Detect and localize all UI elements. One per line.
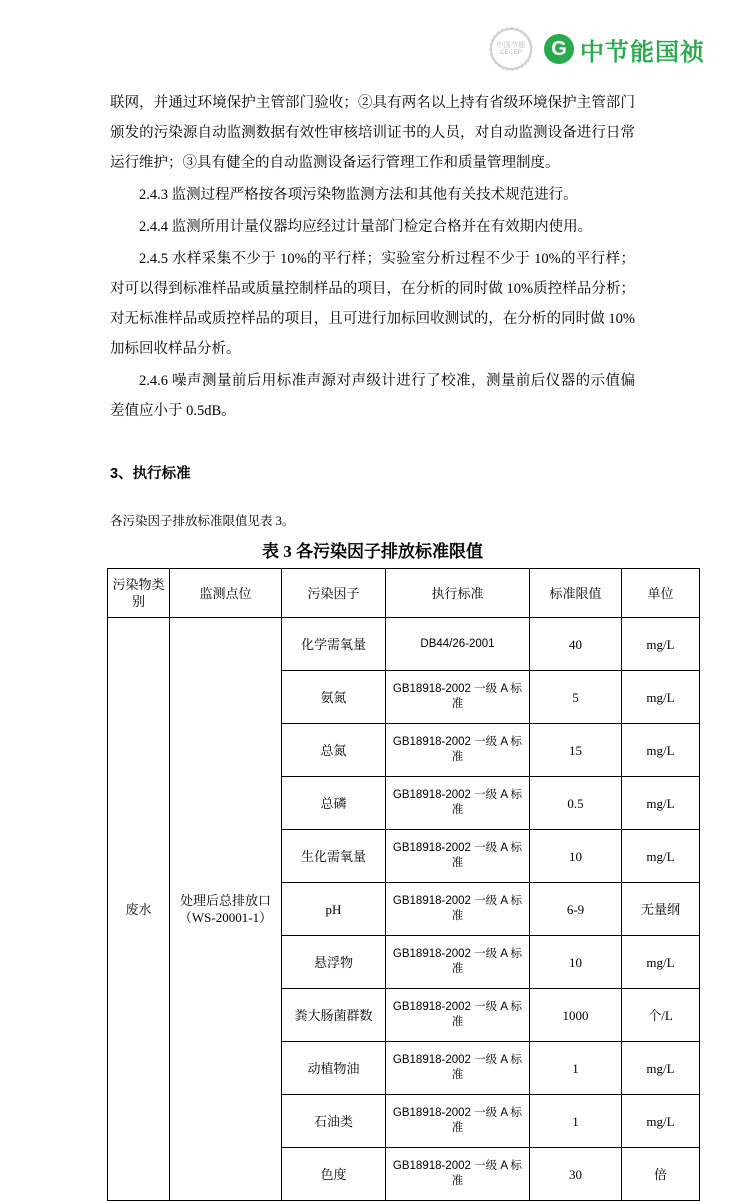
cell-unit: mg/L (622, 1042, 700, 1095)
header-category: 污染物类别 (108, 569, 170, 618)
paragraph-2-4-4: 2.4.4 监测所用计量仪器均应经过计量部门检定合格并在有效期内使用。 (139, 219, 593, 235)
cell-unit: mg/L (622, 724, 700, 777)
logo-brand-text: 中节能国祯 (580, 38, 705, 66)
header-unit: 单位 (622, 569, 700, 618)
cell-unit: mg/L (622, 936, 700, 989)
paragraph-2-4-5: 2.4.5 水样采集不少于 10%的平行样；实验室分析过程不少于 10%的平行样；对可以得到标准样品或质量控制样品的项目，在分析的同时做 10%质控样品分析；对无标准样品或质控样品的项目，且可进行加标回收测试的，在分析的同时做 10%加标回收样品分析。 (110, 251, 635, 357)
table-reference-note: 各污染因子排放标准限值见表 3。 (110, 514, 295, 528)
paragraph-2-4-6: 2.4.6 噪声测量前后用标准声源对声级计进行了校准，测量前后仪器的示值偏差值应小于 0.5dB。 (110, 373, 635, 419)
cell-limit: 10 (530, 936, 622, 989)
cell-limit: 40 (530, 618, 622, 671)
logo-letter-icon: G (544, 34, 574, 64)
document-content (110, 88, 680, 1201)
cell-unit: 个/L (622, 989, 700, 1042)
cell-factor: 悬浮物 (282, 936, 386, 989)
cell-standard: GB18918-2002 一级 A 标准 (386, 1095, 530, 1148)
cell-factor: 石油类 (282, 1095, 386, 1148)
cell-standard: GB18918-2002 一级 A 标准 (386, 1042, 530, 1095)
cell-unit: 倍 (622, 1148, 700, 1201)
company-logo (490, 28, 705, 70)
table-header-row (108, 569, 700, 618)
paragraph-continued: 联网，并通过环境保护主管部门验收；②具有两名以上持有省级环境保护主管部门颁发的污染源自动监测数据有效性审核培训证书的人员，对自动监测设备进行日常运行维护；③具有健全的自动监测设备运行管理工作和质量管理制度。 (110, 95, 635, 171)
cell-standard: GB18918-2002 一级 A 标准 (386, 671, 530, 724)
cell-factor: 氨氮 (282, 671, 386, 724)
header-standard: 执行标准 (386, 569, 530, 618)
header-point: 监测点位 (170, 569, 282, 618)
cell-factor: 色度 (282, 1148, 386, 1201)
pollutant-standards-table (107, 568, 700, 1201)
table-body (108, 618, 700, 1201)
cell-standard: GB18918-2002 一级 A 标准 (386, 989, 530, 1042)
cell-factor: 总磷 (282, 777, 386, 830)
cell-factor: 粪大肠菌群数 (282, 989, 386, 1042)
cell-factor: 动植物油 (282, 1042, 386, 1095)
cell-unit: mg/L (622, 618, 700, 671)
cell-limit: 1000 (530, 989, 622, 1042)
cell-factor: 化学需氧量 (282, 618, 386, 671)
cell-unit: mg/L (622, 830, 700, 883)
cell-standard: GB18918-2002 一级 A 标准 (386, 1148, 530, 1201)
cell-unit: mg/L (622, 671, 700, 724)
cell-standard: GB18918-2002 一级 A 标准 (386, 936, 530, 989)
cell-unit: mg/L (622, 777, 700, 830)
logo-seal-line2: CECEP (499, 49, 523, 56)
cell-point: 处理后总排放口（WS-20001-1） (170, 618, 282, 1201)
cell-limit: 15 (530, 724, 622, 777)
cell-standard: GB18918-2002 一级 A 标准 (386, 724, 530, 777)
cell-category: 废水 (108, 618, 170, 1201)
cell-factor: pH (282, 883, 386, 936)
cell-limit: 1 (530, 1042, 622, 1095)
section-heading-3: 3、执行标准 (110, 466, 191, 482)
header-factor: 污染因子 (282, 569, 386, 618)
cecep-seal-icon (490, 28, 532, 70)
cell-unit: mg/L (622, 1095, 700, 1148)
cell-factor: 总氮 (282, 724, 386, 777)
cell-standard: GB18918-2002 一级 A 标准 (386, 830, 530, 883)
table-row (108, 618, 700, 671)
cell-standard: DB44/26-2001 (386, 618, 530, 671)
cell-limit: 5 (530, 671, 622, 724)
header-limit: 标准限值 (530, 569, 622, 618)
table-title: 表 3 各污染因子排放标准限值 (262, 542, 483, 561)
paragraph-2-4-3: 2.4.3 监测过程严格按各项污染物监测方法和其他有关技术规范进行。 (139, 187, 578, 203)
cell-limit: 30 (530, 1148, 622, 1201)
cell-unit: 无量纲 (622, 883, 700, 936)
cell-standard: GB18918-2002 一级 A 标准 (386, 883, 530, 936)
cell-limit: 6-9 (530, 883, 622, 936)
cell-limit: 10 (530, 830, 622, 883)
logo-seal-line1: 中国节能 (496, 41, 526, 49)
cell-limit: 0.5 (530, 777, 622, 830)
cell-factor: 生化需氧量 (282, 830, 386, 883)
cell-limit: 1 (530, 1095, 622, 1148)
cell-standard: GB18918-2002 一级 A 标准 (386, 777, 530, 830)
